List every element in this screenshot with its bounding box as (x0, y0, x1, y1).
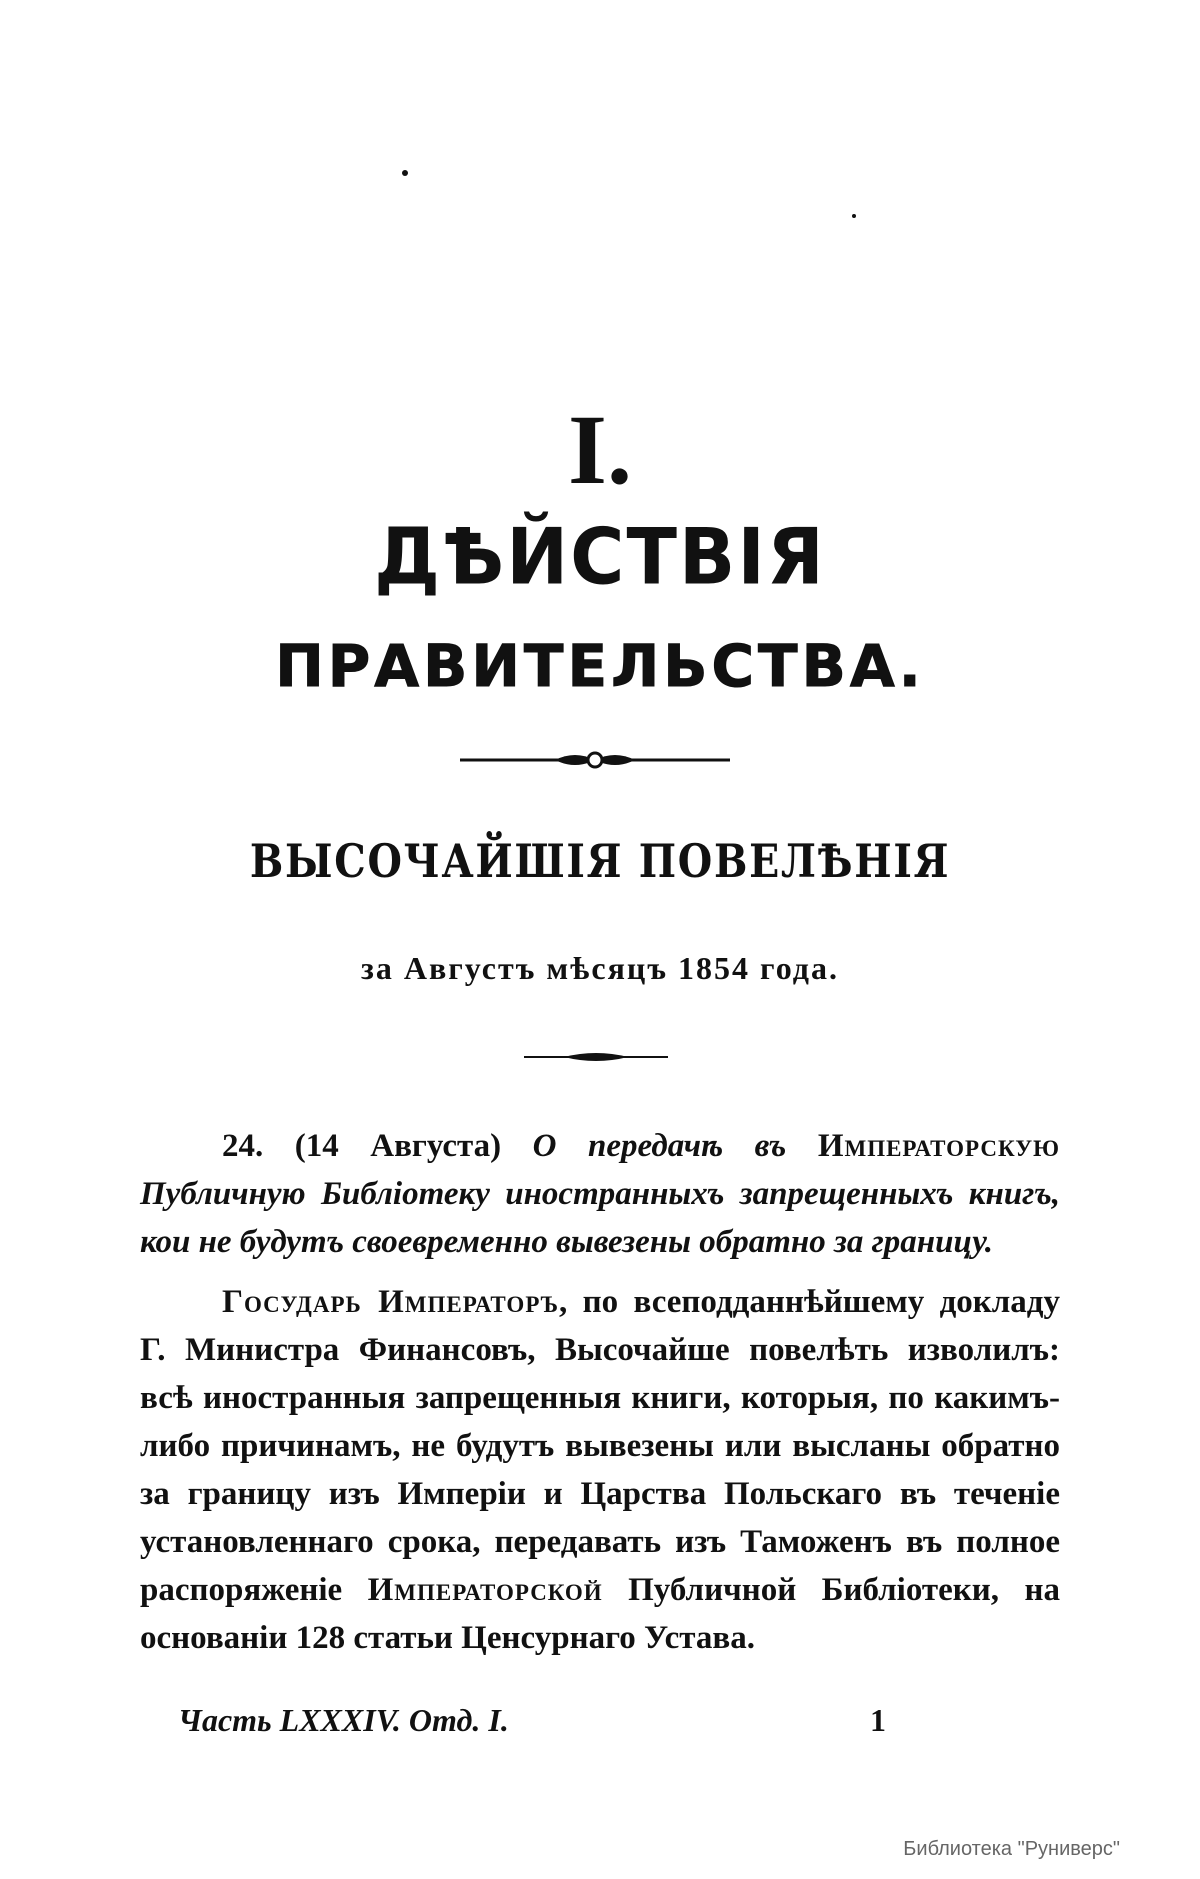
small-ornament-divider-icon (524, 1050, 668, 1064)
page-number: 1 (870, 1702, 886, 1738)
decree-subject-emphasis: Императорскую (817, 1128, 1060, 1164)
print-speck (852, 214, 856, 218)
print-speck (402, 170, 408, 176)
decree-body-emphasis: Императорской (367, 1572, 603, 1608)
decree-subject-continued: Публичную Библіотеку иностранныхъ запрещенныхъ книгъ, кои не будутъ своевременно вывезены обратно за границу. (140, 1176, 1060, 1260)
decree-subject: О передачѣ въ (532, 1128, 787, 1164)
library-watermark: Библиотека "Руниверс" (903, 1838, 1120, 1860)
document-title: ВЫСОЧАЙШІЯ ПОВЕЛѢНІЯ (249, 834, 951, 888)
decree-paragraph-24 (140, 1122, 1060, 1266)
document-subtitle: за Августъ мѣсяцъ 1854 года. (361, 950, 839, 986)
ornament-divider-icon (460, 748, 730, 772)
decree-number: 24. (222, 1128, 264, 1164)
decree-body (140, 1278, 1060, 1662)
section-heading: ДѢЙСТВІЯ (374, 511, 826, 603)
section-subheading: ПРАВИТЕЛЬСТВА. (275, 632, 925, 700)
decree-date: (14 Августа) (294, 1128, 502, 1164)
signature-mark: Часть LXXXIV. Отд. I. (178, 1702, 509, 1738)
decree-body-text: , по всеподданнѣйшему докладу Г. Министра Финансовъ, Высочайше повелѣть изволилъ: всѣ иностранныя запрещенныя книги, которыя, по какимъ-либо причинамъ, не будутъ вывезены или высланы обратно за границу изъ Имперіи и Царства Польскаго въ теченіе установленнаго срока, передавать изъ Таможенъ въ полное распоряженіе (140, 1284, 1060, 1608)
section-number: I. (568, 394, 632, 505)
decree-body-lead: Государь Императоръ (222, 1284, 559, 1320)
decree-body-text-end: Публичной Библіотеки, на основаніи 128 статьи Ценсурнаго Устава. (140, 1572, 1060, 1656)
